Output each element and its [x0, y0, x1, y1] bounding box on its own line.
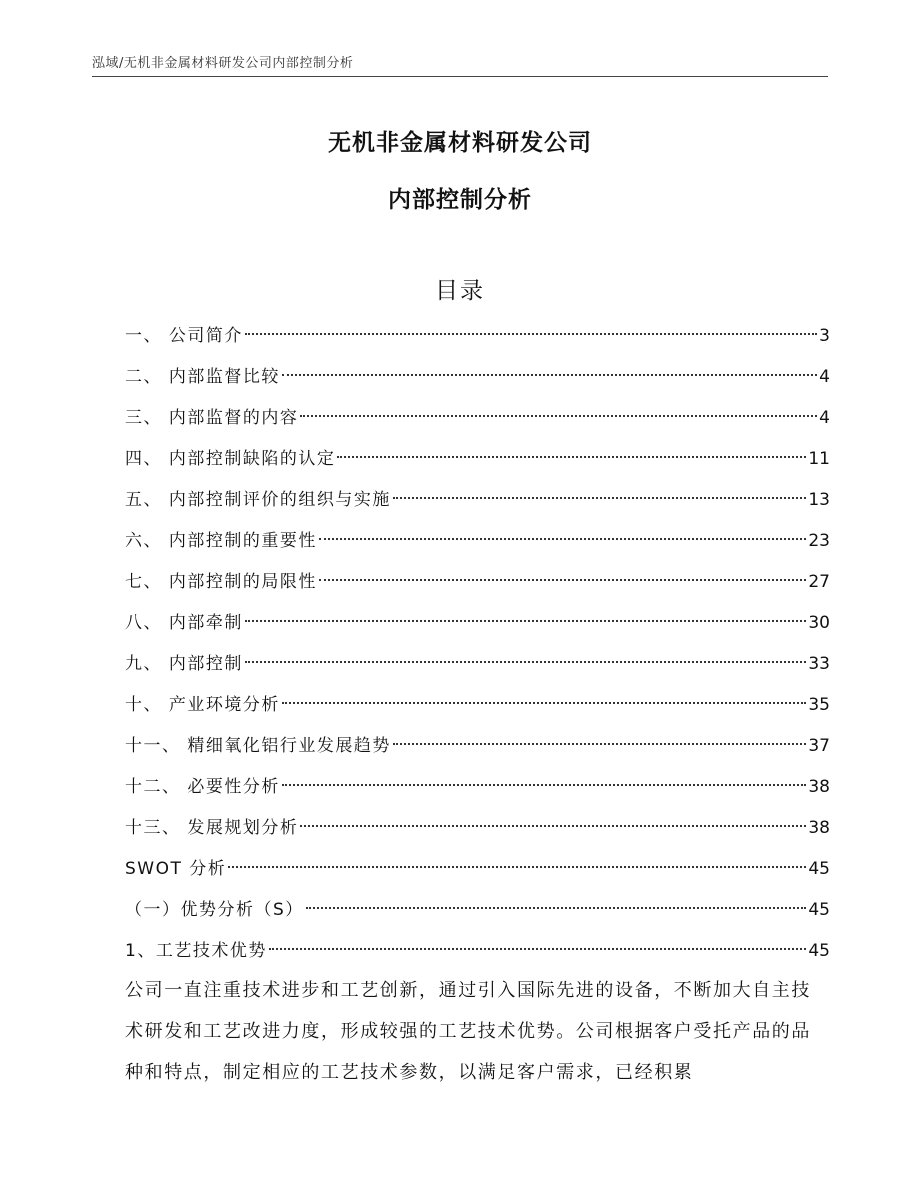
toc-item[interactable] [125, 767, 830, 808]
toc-item-label: 二、 内部监督比较 [125, 367, 280, 387]
toc-item-label: SWOT 分析 [125, 859, 227, 879]
toc-item[interactable] [125, 357, 830, 398]
toc-item-page: 45 [808, 941, 830, 961]
toc-leader [269, 948, 807, 950]
toc-leader [245, 333, 817, 335]
toc-item-page: 38 [808, 777, 830, 797]
toc-leader [319, 579, 806, 581]
toc-item-page: 37 [808, 736, 830, 756]
toc-item-label: 一、 公司简介 [125, 326, 243, 346]
toc-item[interactable] [125, 849, 830, 890]
toc-item-page: 4 [819, 367, 830, 387]
toc-leader [300, 825, 806, 827]
toc-item-label: 三、 内部监督的内容 [125, 408, 299, 428]
body-paragraph: 公司一直注重技术进步和工艺创新，通过引入国际先进的设备，不断加大自主技术研发和工艺改进力度，形成较强的工艺技术优势。公司根据客户受托产品的品种和特点，制定相应的工艺技术参数，以满足客户需求，已经积累 [125, 980, 811, 1083]
toc-item-page: 33 [808, 654, 830, 674]
toc-leader [282, 374, 817, 376]
toc-item-page: 3 [819, 326, 830, 346]
toc-item[interactable] [125, 316, 830, 357]
toc-item-label: 六、 内部控制的重要性 [125, 531, 317, 551]
toc-item[interactable] [125, 521, 830, 562]
page-header: 泓域/无机非金属材料研发公司内部控制分析 [92, 56, 354, 71]
toc-leader [300, 415, 817, 417]
toc-leader [245, 620, 806, 622]
toc-leader [282, 702, 806, 704]
toc-item-page: 4 [819, 408, 830, 428]
toc-item[interactable] [125, 562, 830, 603]
toc-item-label: 四、 内部控制缺陷的认定 [125, 449, 336, 469]
toc-item[interactable] [125, 685, 830, 726]
toc-leader [306, 907, 807, 909]
document-title: 无机非金属材料研发公司 [328, 130, 592, 156]
toc-item-page: 45 [808, 900, 830, 920]
toc-item-page: 11 [808, 449, 830, 469]
toc-item[interactable] [125, 480, 830, 521]
toc-item-page: 13 [808, 490, 830, 510]
toc-leader [393, 497, 806, 499]
toc-item[interactable] [125, 439, 830, 480]
toc-item[interactable] [125, 931, 830, 972]
toc-item[interactable] [125, 603, 830, 644]
toc-item-label: 七、 内部控制的局限性 [125, 572, 317, 592]
toc-item-label: （一）优势分析（S） [125, 900, 304, 920]
toc-heading: 目录 [435, 278, 485, 304]
toc-leader [393, 743, 806, 745]
toc-item-page: 45 [808, 859, 830, 879]
toc-item-label: 十二、 必要性分析 [125, 777, 280, 797]
toc-leader [228, 866, 806, 868]
toc-item[interactable] [125, 726, 830, 767]
toc-leader [245, 661, 806, 663]
toc-leader [319, 538, 806, 540]
toc-item-label: 九、 内部控制 [125, 654, 243, 674]
toc-item-label: 十、 产业环境分析 [125, 695, 280, 715]
toc-item[interactable] [125, 890, 830, 931]
toc-item[interactable] [125, 808, 830, 849]
toc-item-page: 27 [808, 572, 830, 592]
toc-leader [282, 784, 806, 786]
toc-item-label: 五、 内部控制评价的组织与实施 [125, 490, 391, 510]
toc-leader [337, 456, 806, 458]
toc-item-label: 八、 内部牵制 [125, 613, 243, 633]
toc-item-label: 十一、 精细氧化铝行业发展趋势 [125, 736, 391, 756]
toc-item-page: 30 [808, 613, 830, 633]
document-subtitle: 内部控制分析 [388, 187, 532, 213]
toc-item-label: 1、工艺技术优势 [125, 941, 267, 961]
toc-item-page: 35 [808, 695, 830, 715]
toc-item[interactable] [125, 644, 830, 685]
toc-item[interactable] [125, 398, 830, 439]
toc-item-page: 23 [808, 531, 830, 551]
header-divider [92, 76, 828, 77]
toc-item-page: 38 [808, 818, 830, 838]
table-of-contents [125, 316, 830, 972]
toc-item-label: 十三、 发展规划分析 [125, 818, 299, 838]
